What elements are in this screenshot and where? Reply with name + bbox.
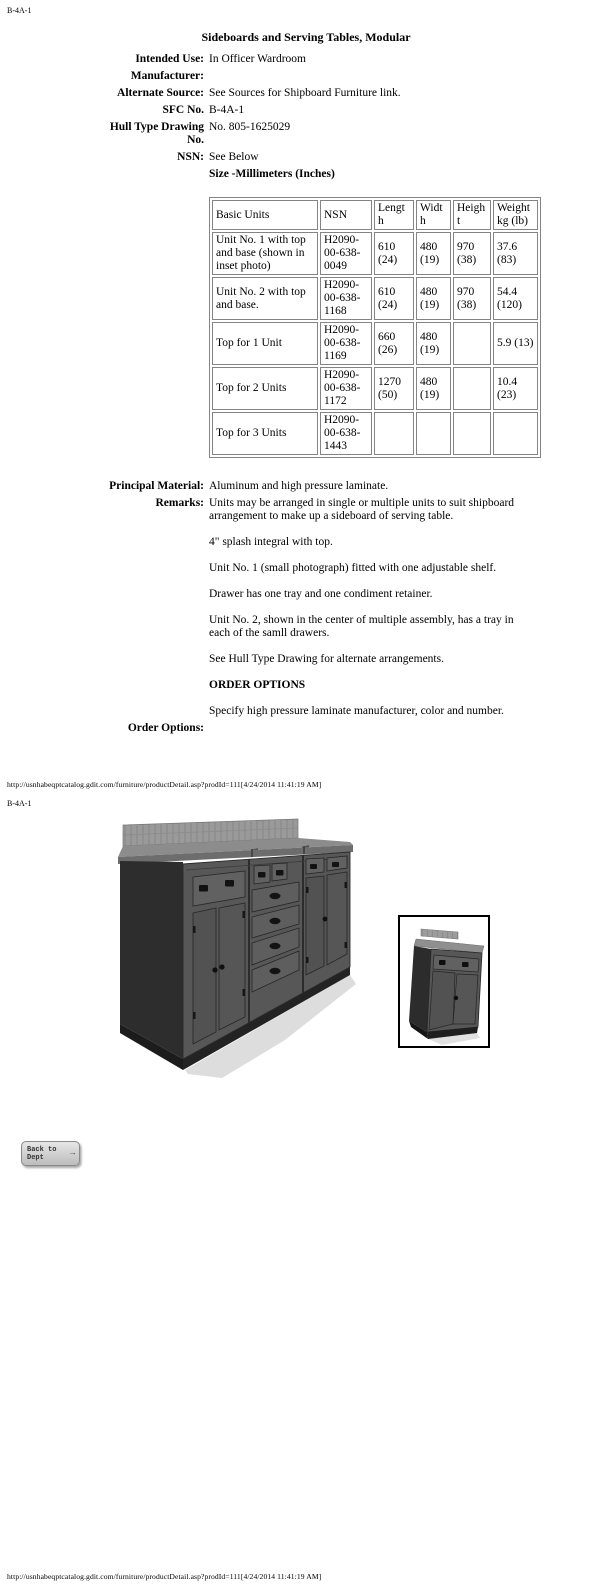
back-button-line2: Dept <box>27 1153 44 1162</box>
size-table-cell <box>453 367 491 410</box>
remarks-paragraph: See Hull Type Drawing for alternate arrangements. <box>209 653 444 665</box>
size-table-header-row <box>212 200 538 230</box>
size-heading-row <box>104 168 612 181</box>
arrow-right-icon: → <box>70 1148 75 1158</box>
back-button-line1: Back to <box>27 1145 57 1154</box>
size-table-cell: Unit No. 1 with top and base (shown in inset photo) <box>212 232 318 275</box>
size-table-row <box>104 197 612 458</box>
size-table-cell: 480 (19) <box>416 367 451 410</box>
size-table-cell: Top for 1 Unit <box>212 322 318 365</box>
inset-photo <box>398 915 490 1048</box>
back-button-label <box>27 1146 56 1162</box>
remarks-paragraph: Unit No. 2, shown in the center of multiple assembly, has a tray in each of the samll drawers. <box>209 614 514 639</box>
remarks-paragraph: Unit No. 1 (small photograph) fitted with one adjustable shelf. <box>209 562 497 574</box>
size-table-cell: 5.9 (13) <box>493 322 538 365</box>
field-label: Manufacturer: <box>130 70 204 82</box>
size-table-cell: 660 (26) <box>374 322 414 365</box>
size-table-cell: H2090-00-638-1172 <box>320 367 372 410</box>
field-label: Alternate Source: <box>117 87 204 99</box>
size-table-cell <box>453 322 491 365</box>
column-header: Weight kg (lb) <box>493 200 538 230</box>
size-table-cell <box>416 412 451 455</box>
size-table-cell: 610 (24) <box>374 232 414 275</box>
size-table-row <box>212 412 538 455</box>
size-table-row <box>212 277 538 320</box>
size-table-cell: 480 (19) <box>416 322 451 365</box>
order-options-label: Order Options: <box>127 722 204 734</box>
size-table-cell: Top for 3 Units <box>212 412 318 455</box>
size-table-cell: 1270 (50) <box>374 367 414 410</box>
sideboard-illustration <box>110 812 365 1078</box>
size-table-cell: Top for 2 Units <box>212 367 318 410</box>
product-detail-content <box>0 31 612 735</box>
field-value: B-4A-1 <box>209 104 245 116</box>
remarks-paragraph: Units may be arranged in single or multiple units to suit shipboard arrangement to make up a sideboard of serving table. <box>209 497 515 522</box>
size-table-cell: 10.4 (23) <box>493 367 538 410</box>
field-value: In Officer Wardroom <box>209 53 307 65</box>
field-row <box>104 151 612 164</box>
page2-header-code: B-4A-1 <box>7 799 32 808</box>
principal-material-label: Principal Material: <box>109 480 204 492</box>
single-unit-illustration <box>400 917 488 1046</box>
field-row <box>104 87 612 100</box>
field-value: See Sources for Shipboard Furniture link. <box>209 87 401 99</box>
size-table-row <box>212 367 538 410</box>
size-table-cell <box>374 412 414 455</box>
remarks-paragraphs <box>209 497 534 718</box>
size-heading: Size -Millimeters (Inches) <box>209 168 335 180</box>
remarks-paragraph: Drawer has one tray and one condiment retainer. <box>209 588 433 600</box>
main-photo <box>110 812 365 1078</box>
size-table-cell: H2090-00-638-0049 <box>320 232 372 275</box>
size-table-cell: Unit No. 2 with top and base. <box>212 277 318 320</box>
size-table-cell: 54.4 (120) <box>493 277 538 320</box>
field-label: SFC No. <box>162 104 204 116</box>
back-to-dept-button[interactable] <box>21 1141 80 1166</box>
field-value: No. 805-1625029 <box>209 121 291 133</box>
remarks-label: Remarks: <box>155 497 204 509</box>
size-table-cell: 37.6 (83) <box>493 232 538 275</box>
size-table <box>209 197 541 458</box>
remarks-paragraph: Specify high pressure laminate manufacturer, color and number. <box>209 705 504 717</box>
column-header: Basic Units <box>212 200 318 230</box>
field-row <box>104 104 612 117</box>
column-header: Length <box>374 200 414 230</box>
size-table-cell: 480 (19) <box>416 277 451 320</box>
remarks-paragraph: 4" splash integral with top. <box>209 536 333 548</box>
column-header: NSN <box>320 200 372 230</box>
order-options-heading: ORDER OPTIONS <box>209 679 306 691</box>
field-list <box>0 53 612 164</box>
size-table-cell: H2090-00-638-1443 <box>320 412 372 455</box>
order-options-row <box>104 722 612 735</box>
field-row <box>104 70 612 83</box>
size-table-cell: 610 (24) <box>374 277 414 320</box>
size-table-row <box>212 322 538 365</box>
size-table-cell <box>453 412 491 455</box>
size-table-cell: H2090-00-638-1169 <box>320 322 372 365</box>
field-value: See Below <box>209 151 259 163</box>
size-table-cell: 970 (38) <box>453 277 491 320</box>
field-label: Intended Use: <box>135 53 204 65</box>
size-table-row <box>212 232 538 275</box>
principal-material-value: Aluminum and high pressure laminate. <box>209 480 389 492</box>
page-title: Sideboards and Serving Tables, Modular <box>201 30 411 44</box>
printed-url-footer-2: http://usnhabeqptcatalog.gdit.com/furniture/productDetail.asp?prodId=111[4/24/2014 11:41:19 AM] <box>7 1572 322 1581</box>
field-row <box>104 121 612 147</box>
field-row <box>104 53 612 66</box>
page-header-code: B-4A-1 <box>7 6 32 15</box>
size-table-cell: 970 (38) <box>453 232 491 275</box>
principal-material-row <box>104 480 612 493</box>
printed-url-footer: http://usnhabeqptcatalog.gdit.com/furniture/productDetail.asp?prodId=111[4/24/2014 11:41:19 AM] <box>7 780 322 789</box>
column-header: Width <box>416 200 451 230</box>
field-label: NSN: <box>177 151 204 163</box>
column-header: Height <box>453 200 491 230</box>
field-label: Hull Type Drawing No. <box>109 121 204 146</box>
remarks-row <box>104 497 612 718</box>
size-table-cell <box>493 412 538 455</box>
size-table-cell: 480 (19) <box>416 232 451 275</box>
size-table-cell: H2090-00-638-1168 <box>320 277 372 320</box>
